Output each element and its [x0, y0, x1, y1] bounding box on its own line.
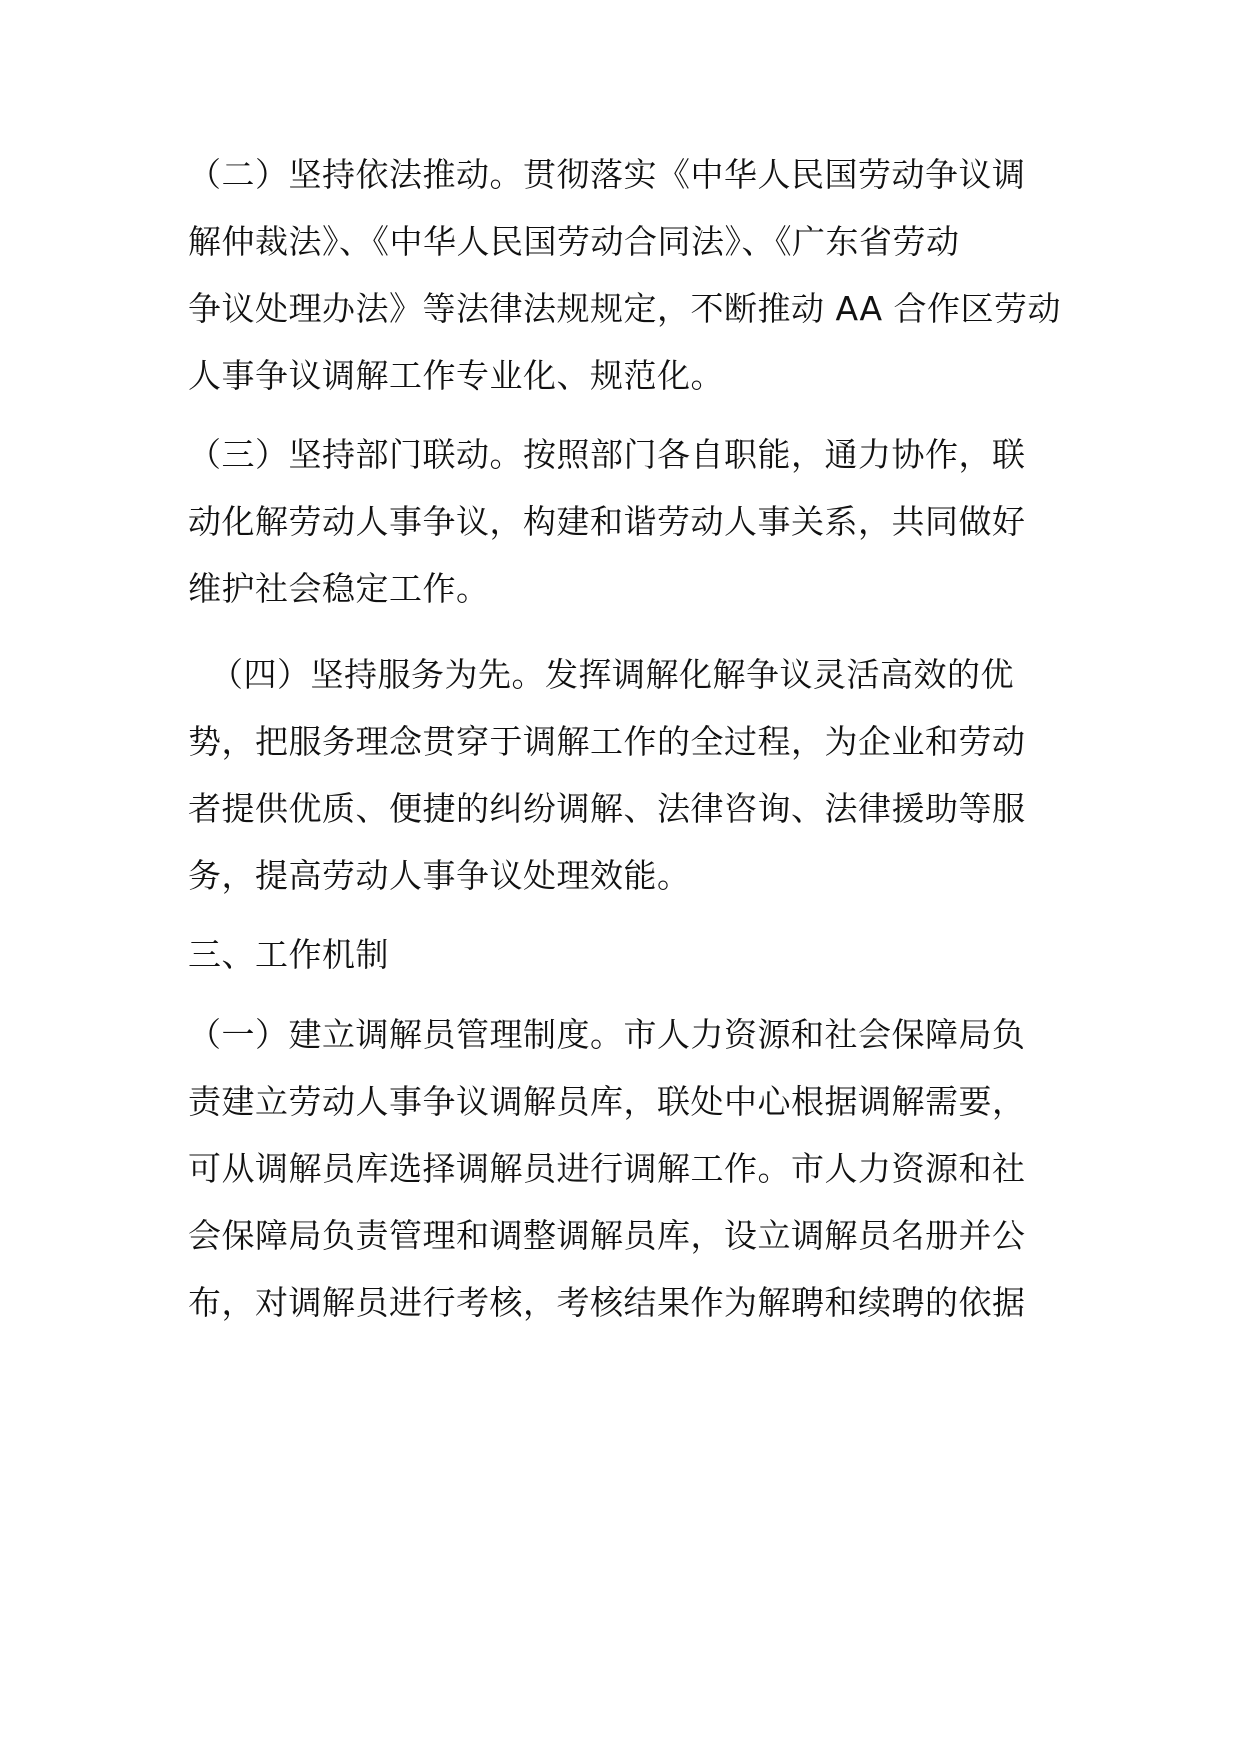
- text-line: （四）坚持服务为先。发挥调解化解争议灵活高效的优: [210, 655, 1014, 694]
- text-line: 解仲裁法》、《中华人民国劳动合同法》、《广东省劳动: [188, 222, 960, 261]
- text-line: 人事争议调解工作专业化、规范化。: [188, 356, 724, 395]
- text-line: 会保障局负责管理和调整调解员库，设立调解员名册并公: [188, 1216, 1026, 1255]
- text-line: 动化解劳动人事争议，构建和谐劳动人事关系，共同做好: [188, 502, 1026, 541]
- text-line: 布，对调解员进行考核，考核结果作为解聘和续聘的依据: [188, 1283, 1026, 1322]
- text-line: 务，提高劳动人事争议处理效能。: [188, 856, 691, 895]
- text-line: 可从调解员库选择调解员进行调解工作。市人力资源和社: [188, 1149, 1026, 1188]
- text-line: 维护社会稳定工作。: [188, 569, 490, 608]
- text-line: 势，把服务理念贯穿于调解工作的全过程，为企业和劳动: [188, 722, 1026, 761]
- text-line: 争议处理办法》等法律法规规定，不断推动 AA 合作区劳动: [188, 289, 1062, 328]
- text-line: （二）坚持依法推动。贯彻落实《中华人民国劳动争议调: [188, 155, 1026, 194]
- text-line: （三）坚持部门联动。按照部门各自职能，通力协作，联: [188, 435, 1026, 474]
- text-line: 三、工作机制: [188, 935, 389, 974]
- text-line: 者提供优质、便捷的纠纷调解、法律咨询、法律援助等服: [188, 789, 1026, 828]
- text-line: 责建立劳动人事争议调解员库，联处中心根据调解需要，: [188, 1082, 1026, 1121]
- text-line: （一）建立调解员管理制度。市人力资源和社会保障局负: [188, 1015, 1026, 1054]
